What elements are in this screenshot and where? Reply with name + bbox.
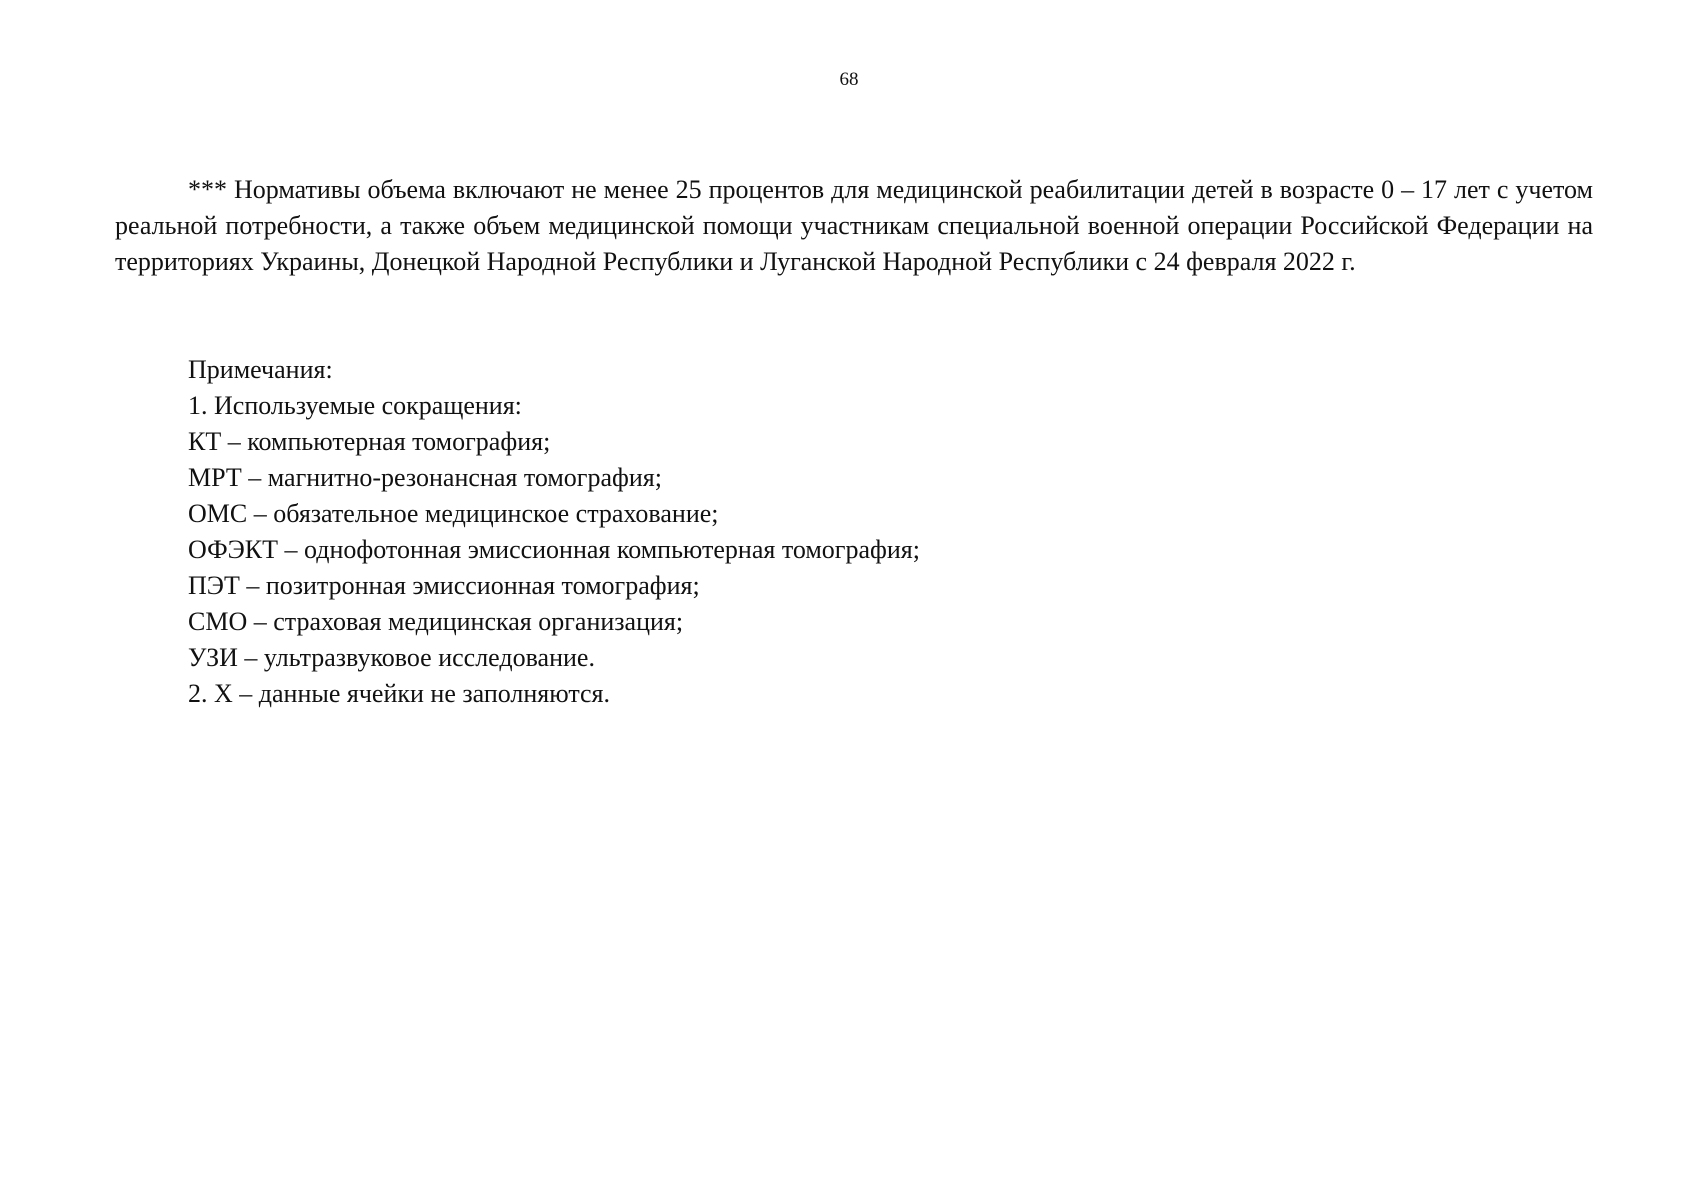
notes-item-oms: ОМС – обязательное медицинское страхование; [188, 499, 719, 528]
notes-item-kt: КТ – компьютерная томография; [188, 427, 551, 456]
page-number: 68 [839, 69, 859, 90]
notes-item-mrt: МРТ – магнитно-резонансная томография; [188, 463, 662, 492]
notes-item-pet: ПЭТ – позитронная эмиссионная томография; [188, 571, 700, 600]
notes-item-ofekt: ОФЭКТ – однофотонная эмиссионная компьютерная томография; [188, 535, 920, 564]
notes-item-x-cells: 2. Х – данные ячейки не заполняются. [188, 679, 611, 708]
notes-heading: Примечания: [188, 355, 333, 384]
notes-item-smo: СМО – страховая медицинская организация; [188, 607, 684, 636]
notes-section [188, 352, 1488, 712]
footnote-paragraph: *** Нормативы объема включают не менее 25 процентов для медицинской реабилитации детей в возрасте 0 – 17 лет с учетом реальной потребности, а также объем медицинской помощи участникам специальной военной операции Российской Федерации на территориях Украины, Донецкой Народной Республики и Луганской Народной Республики с 24 февраля 2022 г. [115, 175, 1593, 276]
notes-item-abbreviations-title: 1. Используемые сокращения: [188, 391, 522, 420]
notes-item-uzi: УЗИ – ультразвуковое исследование. [188, 643, 595, 672]
